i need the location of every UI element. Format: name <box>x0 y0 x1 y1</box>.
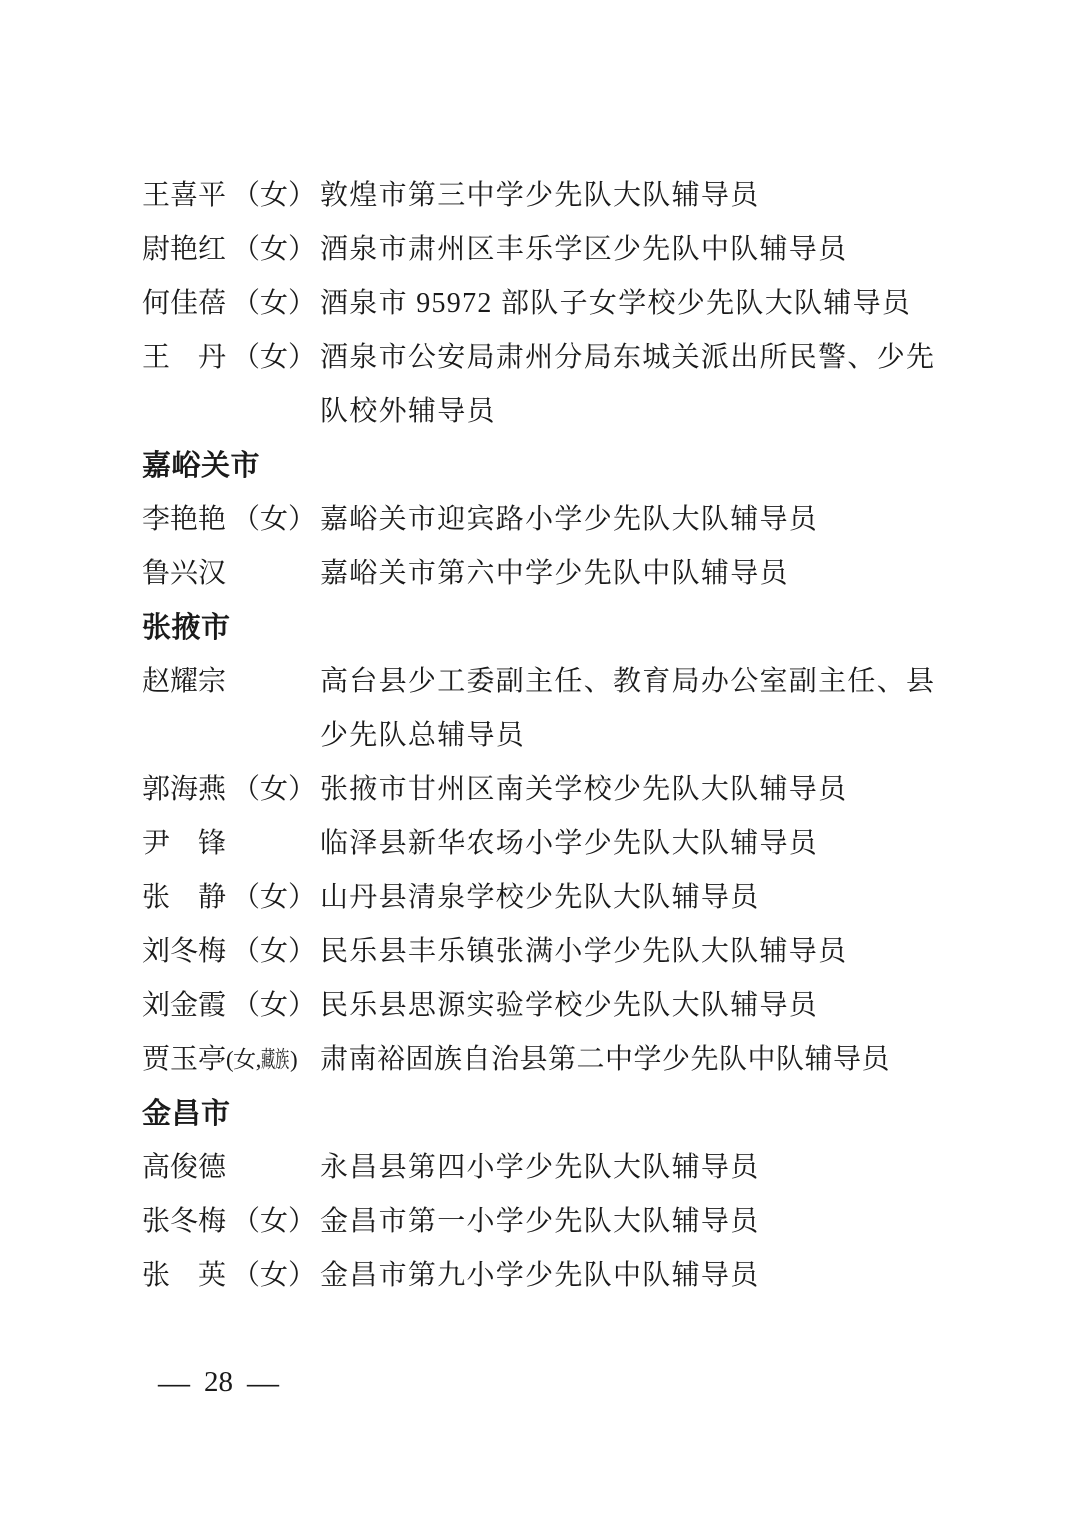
person-title: 临泽县新华农场小学少先队大队辅导员 <box>320 828 819 859</box>
award-entry <box>142 763 942 817</box>
award-entry <box>142 1141 942 1195</box>
person-name: 刘金霞 <box>142 990 227 1021</box>
person-title: 敦煌市第三中学少先队大队辅导员 <box>320 180 760 211</box>
person-name: 赵耀宗 <box>142 666 227 697</box>
gender-open: (女, <box>226 1047 261 1072</box>
person-title: 酒泉市肃州区丰乐学区少先队中队辅导员 <box>320 234 848 265</box>
gender-note: （女） <box>232 1206 317 1237</box>
gender-ethnic-note <box>226 1033 320 1087</box>
gender-note: （女） <box>232 936 317 967</box>
award-entry <box>142 1033 942 1087</box>
person-title: 民乐县思源实验学校少先队大队辅导员 <box>320 990 819 1021</box>
page-number: 28 <box>204 1366 233 1398</box>
gender-note: （女） <box>232 180 317 211</box>
award-entry <box>142 871 942 925</box>
person-title: 山丹县清泉学校少先队大队辅导员 <box>320 882 760 913</box>
award-entry <box>142 331 942 439</box>
award-entry <box>142 925 942 979</box>
gender-note: （女） <box>232 288 317 319</box>
gender-note: （女） <box>232 774 317 805</box>
award-entry <box>142 547 942 601</box>
person-title: 酒泉市 95972 部队子女学校少先队大队辅导员 <box>320 288 912 319</box>
person-name: 张冬梅 <box>142 1206 227 1237</box>
person-name: 高俊德 <box>142 1152 227 1183</box>
person-name: 张 英 <box>142 1260 227 1291</box>
gender-note: （女） <box>232 882 317 913</box>
page-footer <box>158 1355 279 1409</box>
award-entry <box>142 1249 942 1303</box>
person-title: 高台县少工委副主任、教育局办公室副主任、县少先队总辅导员 <box>320 666 936 751</box>
award-list <box>142 169 942 1303</box>
person-title: 肃南裕固族自治县第二中学少先队中队辅导员 <box>320 1044 891 1075</box>
award-entry <box>142 979 942 1033</box>
footer-dash-left: — <box>158 1364 190 1400</box>
gender-note: （女） <box>232 1260 317 1291</box>
award-entry <box>142 493 942 547</box>
city-section-header: 嘉峪关市 <box>142 450 261 482</box>
ethnic-label: 藏族 <box>260 1047 289 1072</box>
award-entry <box>142 817 942 871</box>
city-section-header: 金昌市 <box>142 1098 231 1130</box>
person-title: 酒泉市公安局肃州分局东城关派出所民警、少先队校外辅导员 <box>320 342 936 427</box>
gender-close: ) <box>289 1047 298 1072</box>
person-name: 何佳蓓 <box>142 288 227 319</box>
award-entry <box>142 169 942 223</box>
award-entry <box>142 1195 942 1249</box>
person-title: 金昌市第一小学少先队大队辅导员 <box>320 1206 760 1237</box>
person-name: 郭海燕 <box>142 774 227 805</box>
person-title: 张掖市甘州区南关学校少先队大队辅导员 <box>320 774 848 805</box>
person-name: 尹 锋 <box>142 828 227 859</box>
person-title: 嘉峪关市迎宾路小学少先队大队辅导员 <box>320 504 819 535</box>
city-section-header: 张掖市 <box>142 612 231 644</box>
person-title: 民乐县丰乐镇张满小学少先队大队辅导员 <box>320 936 848 967</box>
person-title: 嘉峪关市第六中学少先队中队辅导员 <box>320 558 789 589</box>
gender-note: （女） <box>232 990 317 1021</box>
person-name: 贾玉亭 <box>142 1044 227 1075</box>
award-entry <box>142 655 942 763</box>
gender-note: （女） <box>232 234 317 265</box>
person-name: 尉艳红 <box>142 234 227 265</box>
award-entry <box>142 223 942 277</box>
gender-note: （女） <box>232 342 317 373</box>
person-name: 刘冬梅 <box>142 936 227 967</box>
person-name: 张 静 <box>142 882 227 913</box>
person-name: 李艳艳 <box>142 504 227 535</box>
person-name: 王 丹 <box>142 342 227 373</box>
award-entry <box>142 277 942 331</box>
gender-note: （女） <box>232 504 317 535</box>
footer-dash-right: — <box>247 1364 279 1400</box>
person-title: 永昌县第四小学少先队大队辅导员 <box>320 1152 760 1183</box>
person-name: 王喜平 <box>142 180 227 211</box>
person-title: 金昌市第九小学少先队中队辅导员 <box>320 1260 760 1291</box>
person-name: 鲁兴汉 <box>142 558 227 589</box>
